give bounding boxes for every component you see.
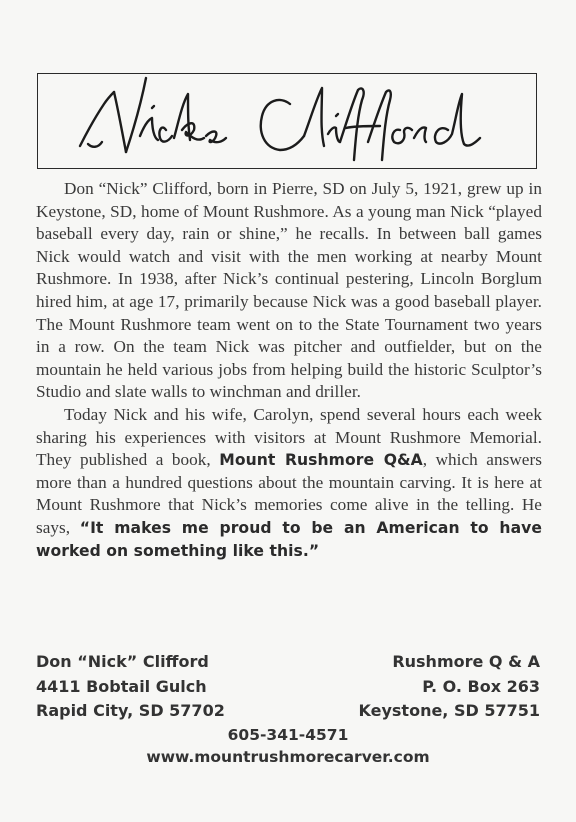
nick-quote: “It makes me proud to be an American to have worked on something like this.” [36, 518, 542, 560]
bio-paragraph-1: Don “Nick” Clifford, born in Pierre, SD on July 5, 1921, grew up in Keystone, SD, home of Mount Rushmore. As a young man Nick “played baseball every day, rain or shine,” he recalls. In between ball games Nick would watch and visit with the men working at nearby Mount Rushmore. In 1938, after Nick’s continual pestering, Lincoln Borglum hired him, at age 17, primarily because Nick was a good baseball player. The Mount Rushmore team went on to the State Tournament two years in a row. On the team Nick was pitcher and outfielder, but on the mountain he held various jobs from helping build the historic Sculptor’s Studio and slate walls to winchman and driller. [36, 179, 542, 402]
contact-right-city: Keystone, SD 57751 [358, 701, 540, 720]
bio-p2-middle: , which answers more than a hundred questions about the mountain carving. It is here at Mount Rushmore that Nick’s memories come alive in the telling. He says, [36, 450, 542, 537]
contact-left-name: Don “Nick” Clifford [36, 652, 209, 671]
contact-right [359, 650, 541, 724]
book-title: Mount Rushmore Q&A [219, 451, 423, 470]
handwritten-signature [28, 64, 548, 184]
contact-left-street: 4411 Bobtail Gulch [36, 676, 207, 696]
contact-right-name: Rushmore Q & A [392, 652, 540, 671]
biography-text [36, 178, 542, 562]
contact-right-street: P. O. Box 263 [422, 676, 540, 696]
bio-p2-intro: Today Nick and his wife, Carolyn, spend several hours each week sharing his experiences with visitors at Mount Rushmore Memorial. They published a book, [36, 404, 542, 470]
bio-paragraph-2 [36, 404, 542, 562]
contact-left-city: Rapid City, SD 57702 [36, 701, 225, 720]
contact-left [36, 650, 225, 724]
phone-number: 605-341-4571 [227, 726, 349, 744]
website-url: www.mountrushmorecarver.com [146, 748, 430, 766]
